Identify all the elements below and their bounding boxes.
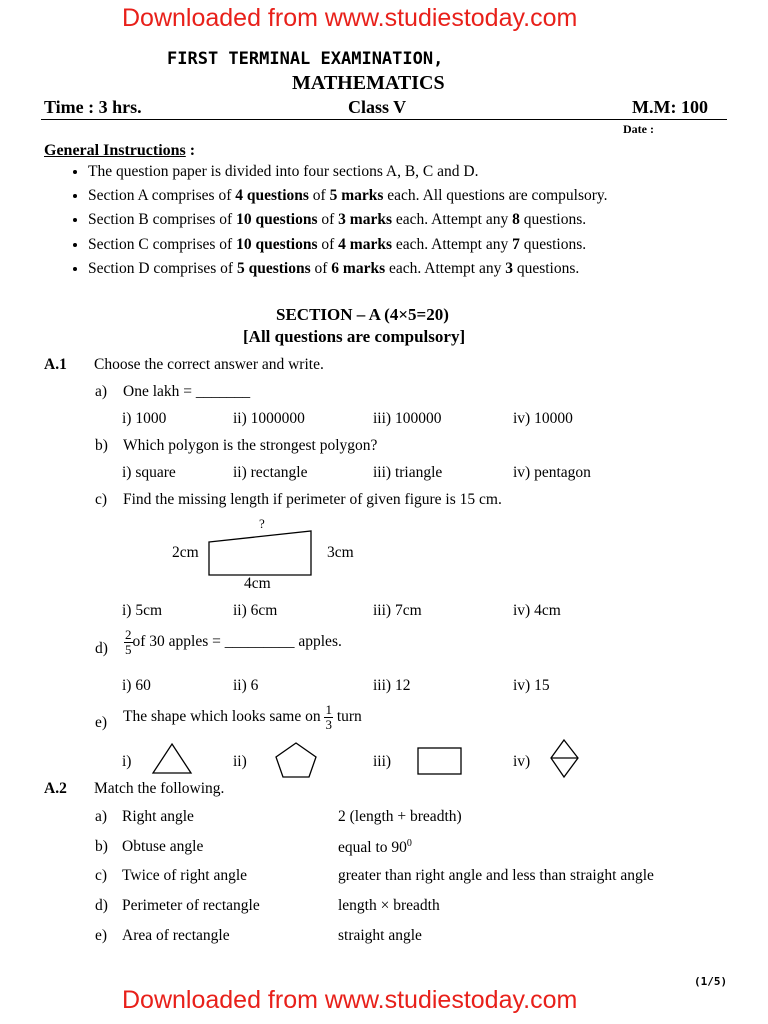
match-left: Obtuse angle <box>122 838 204 855</box>
subq-label: a) <box>95 383 108 400</box>
figure-right-label: 3cm <box>327 544 354 561</box>
match-right: 2 (length + breadth) <box>338 808 462 825</box>
question-text: Match the following. <box>94 780 225 797</box>
option[interactable]: ii) 6 <box>233 677 259 694</box>
option[interactable]: i) square <box>122 464 176 481</box>
figure-left-label: 2cm <box>172 544 199 561</box>
question-number: A.1 <box>44 356 67 373</box>
option[interactable]: iv) 4cm <box>513 602 561 619</box>
option[interactable]: iii) 12 <box>373 677 411 694</box>
option[interactable]: iv) pentagon <box>513 464 591 481</box>
option[interactable]: iii) <box>373 753 392 770</box>
match-row-label: c) <box>95 867 108 884</box>
max-marks: M.M: 100 <box>632 97 708 117</box>
option[interactable]: i) 1000 <box>122 410 167 427</box>
figure-top-label: ? <box>259 516 265 531</box>
subq-label: b) <box>95 437 108 454</box>
download-banner-bottom[interactable]: Downloaded from www.studiestoday.com <box>122 986 578 1014</box>
triangle-shape <box>151 742 193 776</box>
subq-text: One lakh = _______ <box>123 383 251 400</box>
option[interactable]: ii) 6cm <box>233 602 278 619</box>
match-row-label: d) <box>95 897 108 914</box>
trapezium-figure <box>205 528 315 580</box>
instruction-item: • The question paper is divided into four sections A, B, C and D. <box>88 160 608 184</box>
fraction: $\frac{1}{3}$ <box>325 702 332 732</box>
subject-title: MATHEMATICS <box>292 72 445 94</box>
match-right: straight angle <box>338 927 422 944</box>
option[interactable]: ii) <box>233 753 247 770</box>
match-right: greater than right angle and less than straight angle <box>338 867 654 884</box>
question-number: A.2 <box>44 780 67 797</box>
exam-title: FIRST TERMINAL EXAMINATION, <box>167 49 444 69</box>
match-left: Twice of right angle <box>122 867 248 884</box>
class-label: Class V <box>348 97 407 117</box>
match-row-label: b) <box>95 838 108 855</box>
instruction-item: • Section A comprises of 4 questions of 5 marks each. All questions are compulsory. <box>88 184 608 208</box>
subq-text: $\frac{2}{5}$ of 30 apples = _________ apples. <box>125 627 342 657</box>
section-a-title: SECTION – A (4×5=20) <box>276 305 449 324</box>
fraction: $\frac{2}{5}$ <box>125 627 132 657</box>
rectangle-shape <box>416 746 464 776</box>
subq-label: c) <box>95 491 108 508</box>
subq-label: d) <box>95 640 108 657</box>
match-left: Perimeter of rectangle <box>122 897 260 914</box>
option[interactable]: iii) 7cm <box>373 602 422 619</box>
option[interactable]: i) 5cm <box>122 602 163 619</box>
instructions-heading: General Instructions : <box>44 142 196 159</box>
match-row-label: e) <box>95 927 108 944</box>
pentagon-shape <box>273 741 319 779</box>
match-left: Right angle <box>122 808 194 825</box>
subq-text: Which polygon is the strongest polygon? <box>123 437 378 454</box>
header-divider <box>41 119 727 120</box>
option[interactable]: iii) triangle <box>373 464 443 481</box>
question-text: Choose the correct answer and write. <box>94 356 324 373</box>
rhombus-shape <box>549 738 581 780</box>
option[interactable]: iv) 15 <box>513 677 550 694</box>
option[interactable]: i) <box>122 753 132 770</box>
option[interactable]: ii) 1000000 <box>233 410 305 427</box>
section-a-subtitle: [All questions are compulsory] <box>243 327 466 346</box>
match-right: length × breadth <box>338 897 440 914</box>
option[interactable]: iii) 100000 <box>373 410 442 427</box>
page-number: (1/5) <box>694 975 728 988</box>
option[interactable]: i) 60 <box>122 677 151 694</box>
date-label: Date : <box>623 122 654 136</box>
download-banner-top[interactable]: Downloaded from www.studiestoday.com <box>122 4 578 32</box>
time-label: Time : 3 hrs. <box>44 97 142 117</box>
subq-text: The shape which looks same on $\frac{1}{3}$ turn <box>123 702 362 732</box>
instruction-item: • Section D comprises of 5 questions of 6 marks each. Attempt any 3 questions. <box>88 257 608 281</box>
match-row-label: a) <box>95 808 108 825</box>
subq-text: Find the missing length if perimeter of given figure is 15 cm. <box>123 491 502 508</box>
match-left: Area of rectangle <box>122 927 230 944</box>
match-right: equal to $90^0$ <box>338 838 412 857</box>
subq-label: e) <box>95 714 108 731</box>
instructions-list <box>58 160 608 281</box>
instruction-item: • Section B comprises of 10 questions of 3 marks each. Attempt any 8 questions. <box>88 208 608 232</box>
figure-bottom-label: 4cm <box>244 575 271 592</box>
option[interactable]: iv) <box>513 753 531 770</box>
option[interactable]: ii) rectangle <box>233 464 308 481</box>
instruction-item: • Section C comprises of 10 questions of 4 marks each. Attempt any 7 questions. <box>88 233 608 257</box>
option[interactable]: iv) 10000 <box>513 410 573 427</box>
